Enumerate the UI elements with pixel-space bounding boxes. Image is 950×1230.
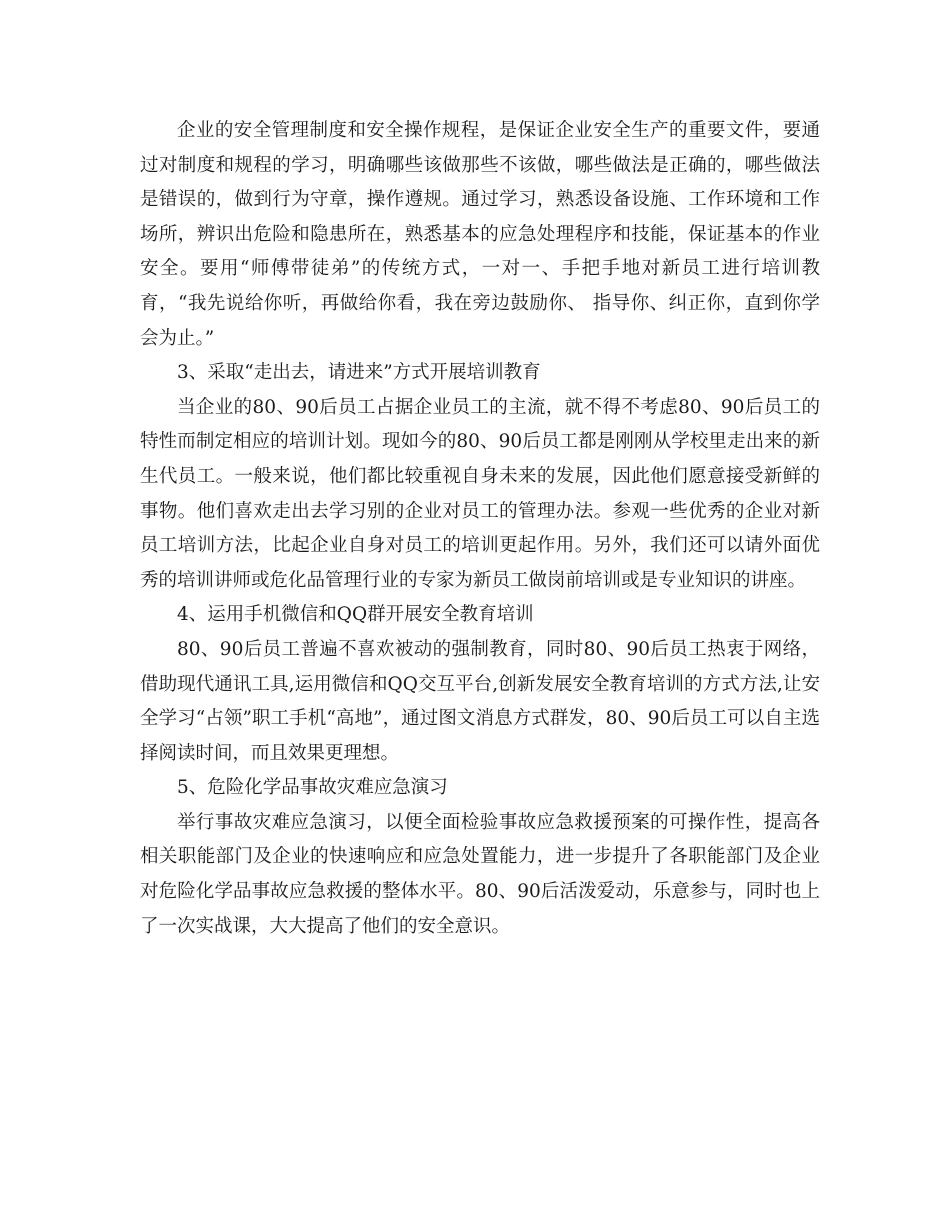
paragraph-online-education: 80、90后员工普遍不喜欢被动的强制教育，同时80、90后员工热衷于网络，借助现代通讯工具,运用微信和QQ交互平台,创新发展安全教育培训的方式方法,让安全学习“占领”职工手机“高地”，通过图文消息方式群发，80、90后员工可以自主选择阅读时间，而且效果更理想。 [140, 638, 820, 764]
paragraph-training-plan: 当企业的80、90后员工占据企业员工的主流，就不得不考虑80、90后员工的特性而制定相应的培训计划。现如今的80、90后员工都是刚刚从学校里走出来的新生代员工。一般来说，他们都比较重视自身未来的发展，因此他们愿意接受新鲜的事物。他们喜欢走出去学习别的企业对员工的管理办法。参观一些优秀的企业对新员工培训方法，比起企业自身对员工的培训更起作用。另外，我们还可以请外面优秀的培训讲师或危化品管理行业的专家为新员工做岗前培训或是专业知识的讲座。 [140, 396, 820, 591]
heading-go-out-invite-in: 3、采取“走出去，请进来”方式开展培训教育 [177, 362, 541, 384]
paragraph-safety-rules: 企业的安全管理制度和安全操作规程，是保证企业安全生产的重要文件，要通过对制度和规程的学习，明确哪些该做那些不该做，哪些做法是正确的，哪些做法是错误的，做到行为守章，操作遵规。通过学习，熟悉设备设施、工作环境和工作场所，辨识出危险和隐患所在，熟悉基本的应急处理程序和技能，保证基本的作业安全。要用“师傅带徒弟”的传统方式，一对一、手把手地对新员工进行培训教育，“我先说给你听，再做给你看，我在旁边鼓励你、 指导你、纠正你，直到你学会为止。” [140, 120, 820, 349]
document-body [140, 114, 820, 944]
heading-wechat-qq-training: 4、运用手机微信和QQ群开展安全教育培训 [177, 604, 534, 626]
heading-emergency-drill: 5、危险化学品事故灾难应急演习 [177, 777, 448, 799]
paragraph-emergency-drill: 举行事故灾难应急演习，以便全面检验事故应急救援预案的可操作性，提高各相关职能部门及企业的快速响应和应急处置能力，进一步提升了各职能部门及企业对危险化学品事故应急救援的整体水平。80、90后活泼爱动，乐意参与，同时也上了一次实战课，大大提高了他们的安全意识。 [140, 811, 820, 937]
